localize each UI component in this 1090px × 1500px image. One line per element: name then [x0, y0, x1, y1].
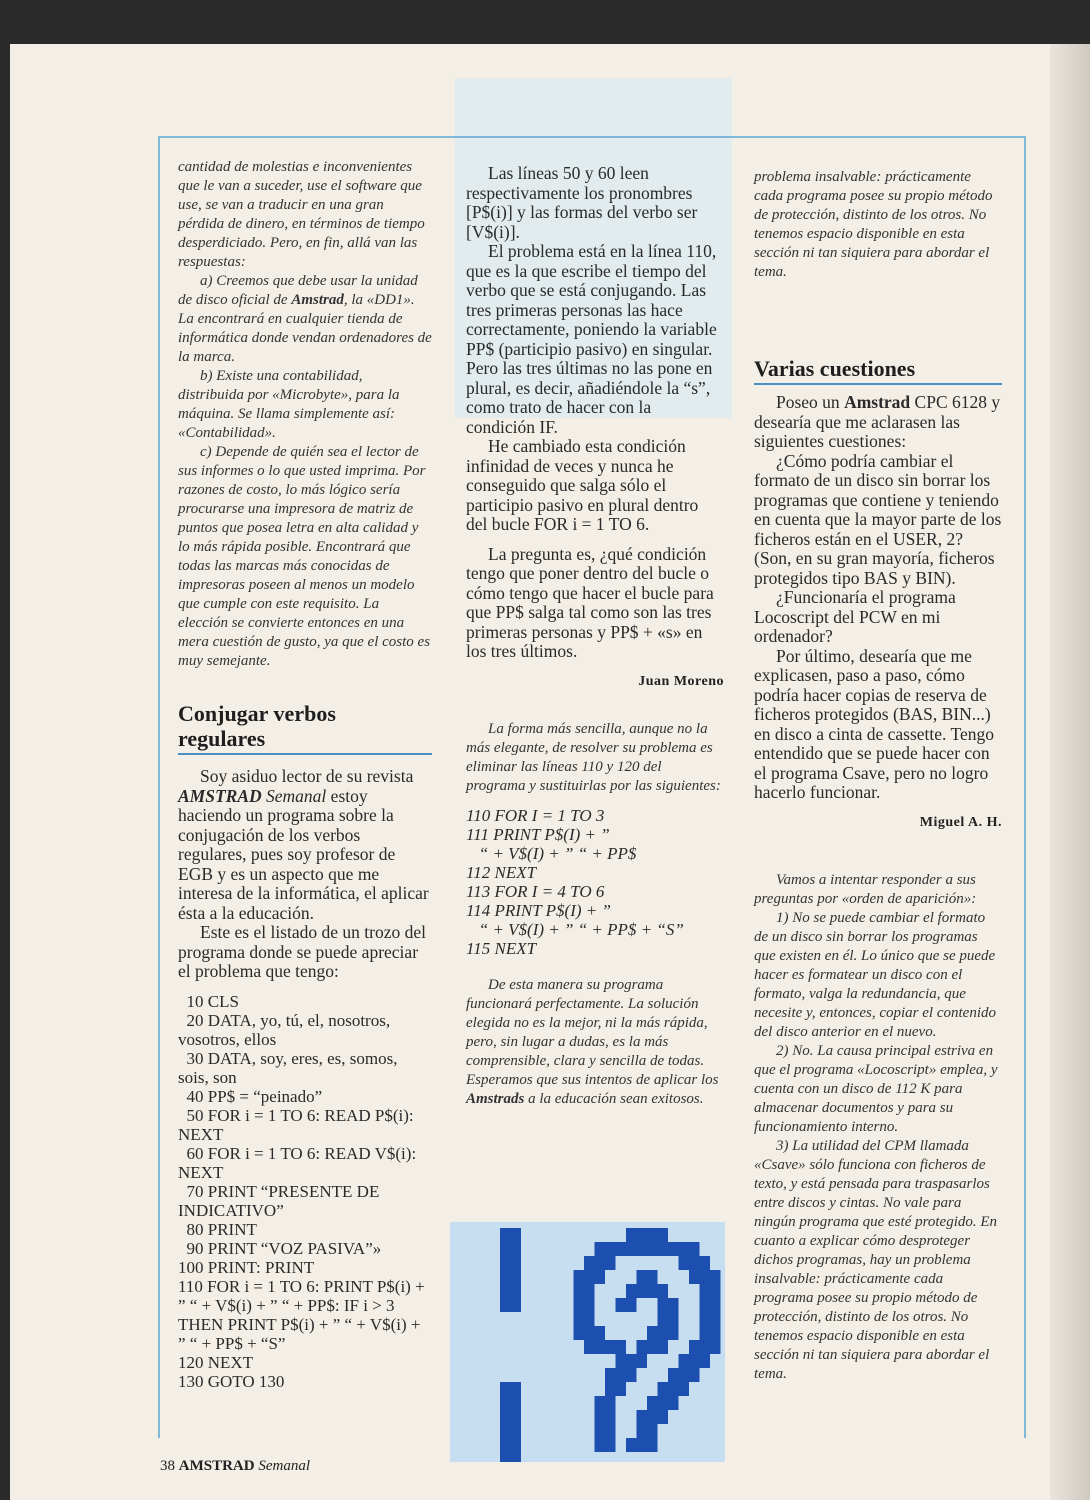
pixel-block [500, 1438, 511, 1452]
pixel-block [626, 1354, 637, 1368]
reply-2-text-end: a la educación sean exitosos. [524, 1090, 704, 1107]
listing-line: 120 NEXT [178, 1352, 254, 1372]
pixel-block [647, 1242, 658, 1256]
pixel-block [637, 1424, 648, 1438]
column-left [178, 158, 432, 1391]
previous-reply-end: problema insalvable: prácticamente cada programa posee su propio método de protección, distinto de los otros. No tenemos espacio disponible en esta sección ni tan siquiera para abordar el tema. [754, 169, 993, 280]
pixel-block [595, 1396, 606, 1410]
pixel-block [668, 1368, 679, 1382]
column-middle [466, 164, 724, 1109]
pixel-block [647, 1410, 658, 1424]
page-number: 38 [160, 1458, 175, 1474]
pixel-block [626, 1298, 637, 1312]
pixel-block [710, 1284, 721, 1298]
pixel-block [668, 1312, 679, 1326]
spacer [754, 803, 1002, 815]
pixel-block [679, 1368, 690, 1382]
pixel-block [689, 1368, 700, 1382]
listing-line: 110 FOR i = 1 TO 6: PRINT P$(i) + ” “ + V$(i) + ” “ + PP$: IF i > 3 THEN PRINT P$(i) + ” “ + V$(i) + ” “ + PP$ + “S” [178, 1276, 429, 1353]
pixel-block [647, 1228, 658, 1242]
pixel-block [689, 1354, 700, 1368]
letter-p1-brand: Amstrad [844, 392, 911, 412]
letter-paragraph-6: La pregunta es, ¿qué condición tengo que poner dentro del bucle o cómo tengo que hacer el bucle para que PP$ salga tal como son las tres primeras personas y PP$ + «s» en los tres últimos. [466, 543, 714, 661]
pixel-block [605, 1242, 616, 1256]
footer-magazine-sub: Semanal [258, 1458, 311, 1474]
reply-paragraph-2 [466, 976, 724, 1109]
pixel-block [511, 1424, 522, 1438]
pixel-block [658, 1326, 669, 1340]
pixel-block [679, 1256, 690, 1270]
pixel-block [700, 1270, 711, 1284]
letter-paragraph-4: Por último, desearía que me explicasen, paso a paso, cómo podría hacer copias de reserva de ficheros protegidos (BAS, BIN...) en disco a cinta de cassette. Tengo entendido que se puede hacer con el programa Csave, pero no logro hacerlo funcionar. [754, 645, 994, 802]
pixel-block [605, 1382, 616, 1396]
pixel-block [658, 1228, 669, 1242]
pixel-block [584, 1298, 595, 1312]
pixel-block [689, 1270, 700, 1284]
letter-paragraph-4: El problema está en la línea 110, que es la que escribe el tiempo del verbo que se está conjugando. Las tres primeras personas las hace correctamente, poniendo la variable PP$ (participio pasivo) en singular. Pero las tres últimas no las pone en plural, es decir, añadiéndole la “s”, como trato de hacer con la condición IF. [466, 241, 717, 437]
pixel-block [700, 1340, 711, 1354]
letter-p1-text-end: CPC 6128 y desearía que me aclarasen las siguientes cuestiones: [754, 392, 1001, 451]
heading-line-1: Conjugar verbos [178, 701, 336, 726]
section-heading-conjugar [178, 701, 432, 751]
reply-answer-1: 1) No se puede cambiar el formato de un disco sin borrar los programas que existen en él. Lo único que se puede hacer es formatear un disco con el formato, valga la redundancia, que necesite y, entonces, copiar el contenido del disco anterior en el nuevo. [754, 909, 996, 1040]
pixel-block [647, 1340, 658, 1354]
reply-answer-c: c) Depende de quién sea el lector de sus informes o lo que usted imprima. Por razones de costo, lo más lógico sería procurarse una impresora de matriz de puntos que posea letra en alta calidad y lo más rápida posible. Encontrará que todas las marcas más conocidas de impresoras poseen al menos un modelo que cumple con este requisito. La elección se convierte entonces en una mera cuestión de gusto, ya que el costo es muy semejante. [178, 444, 431, 669]
pixel-block [710, 1298, 721, 1312]
pixel-block [710, 1312, 721, 1326]
pixel-block [658, 1284, 669, 1298]
reply-answer-a [178, 272, 432, 367]
listing-line: 10 CLS [178, 991, 239, 1011]
pixel-block [595, 1438, 606, 1452]
code-line: 110 FOR I = 1 TO 3 [466, 805, 605, 825]
page-gutter-shadow [1050, 44, 1090, 1500]
letter-paragraph-3: Las líneas 50 y 60 leen respectivamente los pronombres [P$(i)] y las formas del verbo ser [V$(i)]. [466, 163, 698, 242]
question-mark-pixel-icon [450, 1222, 725, 1462]
pixel-block [584, 1270, 595, 1284]
reply-2-text: De esta manera su programa funcionará perfectamente. La solución elegida no es la mejor, ni la más rápida, pero, sin lugar a dudas, es la más comprensible, clara y sencilla de todas. Esperamos que sus intentos de aplicar los [466, 976, 719, 1088]
pixel-block [626, 1438, 637, 1452]
pixel-block [710, 1340, 721, 1354]
letter-paragraph-1 [754, 393, 1002, 452]
question-illustration [450, 1222, 725, 1462]
pixel-block [658, 1396, 669, 1410]
pixel-block [584, 1312, 595, 1326]
pixel-block [679, 1242, 690, 1256]
pixel-block [605, 1340, 616, 1354]
letter-p1-text: Poseo un [776, 392, 845, 412]
letter-paragraph-2: Este es el listado de un trozo del programa donde se puede apreciar el problema que tengo: [178, 922, 426, 981]
pixel-block [595, 1326, 606, 1340]
replacement-code [466, 806, 724, 958]
pixel-block [511, 1284, 522, 1298]
pixel-block [500, 1298, 511, 1312]
pixel-block [500, 1396, 511, 1410]
code-line: “ + V$(I) + ” “ + PP$ + “S” [466, 919, 684, 939]
pixel-block [668, 1242, 679, 1256]
code-line: 111 PRINT P$(I) + ” [466, 824, 610, 844]
pixel-block [668, 1326, 679, 1340]
pixel-block [616, 1242, 627, 1256]
pixel-block [605, 1424, 616, 1438]
pixel-block [511, 1270, 522, 1284]
pixel-block [700, 1284, 711, 1298]
pixel-block [637, 1410, 648, 1424]
pixel-block [637, 1242, 648, 1256]
pixel-block [500, 1270, 511, 1284]
magazine-name-sub: Semanal [261, 785, 327, 806]
letter-paragraph-3: ¿Funcionaría el programa Locoscript del PCW en mi ordenador? [754, 587, 956, 646]
letter-signature: Miguel A. H. [919, 814, 1002, 830]
pixel-block [637, 1270, 648, 1284]
pixel-block [511, 1228, 522, 1242]
pixel-block [637, 1438, 648, 1452]
pixel-block [710, 1270, 721, 1284]
column-right [754, 168, 1002, 1384]
pixel-block [679, 1382, 690, 1396]
pixel-block [637, 1284, 648, 1298]
pixel-block [616, 1354, 627, 1368]
pixel-block [637, 1340, 648, 1354]
listing-line: 30 DATA, soy, eres, es, somos, sois, son [178, 1048, 402, 1087]
listing-line: 100 PRINT: PRINT [178, 1257, 315, 1277]
pixel-block [500, 1256, 511, 1270]
pixel-block [637, 1228, 648, 1242]
pixel-block [511, 1242, 522, 1256]
pixel-block [616, 1298, 627, 1312]
pixel-block [647, 1438, 658, 1452]
pixel-block [626, 1368, 637, 1382]
pixel-block [700, 1312, 711, 1326]
pixel-block [616, 1368, 627, 1382]
pixel-block [584, 1340, 595, 1354]
pixel-block [658, 1382, 669, 1396]
pixel-block [689, 1340, 700, 1354]
pixel-block [605, 1396, 616, 1410]
spacer [178, 982, 432, 992]
basic-listing [178, 992, 432, 1391]
pixel-block [595, 1270, 606, 1284]
pixel-block [679, 1354, 690, 1368]
pixel-block [700, 1354, 711, 1368]
pixel-block [668, 1382, 679, 1396]
page-footer [160, 1458, 310, 1475]
pixel-block [511, 1298, 522, 1312]
pixel-block [605, 1438, 616, 1452]
pixel-block [584, 1284, 595, 1298]
listing-line: 60 FOR i = 1 TO 6: READ V$(i): NEXT [178, 1143, 421, 1182]
pixel-block [700, 1326, 711, 1340]
spacer [466, 662, 724, 674]
pixel-block [668, 1298, 679, 1312]
pixel-block [574, 1298, 585, 1312]
pixel-block [605, 1368, 616, 1382]
reply-intro: cantidad de molestias e inconvenientes que le van a suceder, use el software que use, se van a traducir en una gran pérdida de dinero, en términos de tiempo desperdiciado. Pero, en fin, allá van las respuestas: [178, 159, 425, 270]
listing-line: 20 DATA, yo, tú, el, nosotros, vosotros, ellos [178, 1010, 395, 1049]
reply-2-brand: Amstrads [466, 1090, 525, 1107]
letter-p1-text: Soy asiduo lector de su revista [200, 766, 414, 786]
listing-line: 40 PP$ = “peinado” [178, 1086, 323, 1106]
pixel-block [637, 1354, 648, 1368]
answer-a-text: a) Creemos que debe usar la unidad de disco oficial de [178, 273, 418, 308]
answer-a-text-end: , la «DD1». La encontrará en cualquier tienda de informática donde vendan ordenadores de la marca. [178, 292, 432, 365]
pixel-block [511, 1256, 522, 1270]
pixel-block [605, 1410, 616, 1424]
pixel-block [500, 1228, 511, 1242]
pixel-block [658, 1298, 669, 1312]
listing-line: 90 PRINT “VOZ PASIVA”» [178, 1238, 382, 1258]
pixel-block [574, 1312, 585, 1326]
pixel-block [700, 1256, 711, 1270]
pixel-block [595, 1340, 606, 1354]
spacer [466, 796, 724, 806]
pixel-block [647, 1396, 658, 1410]
reply-paragraph-1: La forma más sencilla, aunque no la más elegante, de resolver su problema es eliminar las líneas 110 y 120 del programa y sustituirlas por las siguientes: [466, 720, 721, 794]
pixel-block [616, 1340, 627, 1354]
pixel-block [511, 1438, 522, 1452]
pixel-block [626, 1242, 637, 1256]
pixel-block [511, 1452, 522, 1462]
code-line: 115 NEXT [466, 938, 537, 958]
section-heading-varias: Varias cuestiones [754, 356, 916, 381]
pixel-block [658, 1340, 669, 1354]
pixel-block [511, 1382, 522, 1396]
spacer [466, 958, 724, 976]
pixel-block [500, 1382, 511, 1396]
reply-answer-b: b) Existe una contabilidad, distribuida por «Microbyte», para la máquina. Se llama simplemente así: «Contabilidad». [178, 368, 400, 441]
pixel-block [689, 1242, 700, 1256]
pixel-block [710, 1326, 721, 1340]
listing-line: 80 PRINT [178, 1219, 257, 1239]
pixel-block [605, 1256, 616, 1270]
spacer [466, 690, 724, 720]
letter-paragraph-5: He cambiado esta condición infinidad de veces y nunca he conseguido que salga sólo el participio pasivo en plural dentro del bucle FOR i = 1 TO 6. [466, 436, 699, 534]
pixel-block [616, 1382, 627, 1396]
pixel-block [647, 1284, 658, 1298]
pixel-block [511, 1396, 522, 1410]
letter-signature: Juan Moreno [638, 673, 724, 689]
pixel-block [500, 1424, 511, 1438]
reply-answer-3: 3) La utilidad del CPM llamada «Csave» sólo funciona con ficheros de texto, y está pensada para traspasarlos entre discos y cintas. No vale para ningún programa que esté protegido. En cuanto a explicar cómo desproteger dichos programas, hay un problema insalvable: prácticamente cada programa posee su propio método de protección, distinto de los otros. No tenemos espacio disponible en esta sección ni tan siquiera para abordar el tema. [754, 1137, 998, 1382]
pixel-block [511, 1410, 522, 1424]
pixel-block [574, 1326, 585, 1340]
listing-line: 130 GOTO 130 [178, 1371, 285, 1391]
answer-a-brand: Amstrad [291, 292, 344, 308]
listing-line: 70 PRINT “PRESENTE DE INDICATIVO” [178, 1181, 384, 1220]
listing-line: 50 FOR i = 1 TO 6: READ P$(i): NEXT [178, 1105, 418, 1144]
heading-line-2: regulares [178, 726, 266, 751]
spacer [466, 535, 724, 545]
pixel-block [500, 1410, 511, 1424]
pixel-block [626, 1228, 637, 1242]
pixel-block [574, 1270, 585, 1284]
code-line: 113 FOR I = 4 TO 6 [466, 881, 605, 901]
pixel-block [500, 1284, 511, 1298]
pixel-block [595, 1424, 606, 1438]
pixel-block [647, 1424, 658, 1438]
pixel-block [574, 1284, 585, 1298]
pixel-block [668, 1396, 679, 1410]
code-line: 114 PRINT P$(I) + ” [466, 900, 611, 920]
pixel-block [658, 1410, 669, 1424]
reply-intro: Vamos a intentar responder a sus preguntas por «orden de aparición»: [754, 871, 977, 907]
pixel-block [647, 1270, 658, 1284]
letter-p1-text-end: estoy haciendo un programa sobre la conjugación de los verbos regulares, pues soy profesor de EGB y es un aspecto que me interesa de la informática, el aplicar ésta a la educación. [178, 785, 429, 923]
heading-rule [754, 383, 1002, 385]
heading-rule [178, 753, 432, 755]
letter-paragraph-1 [178, 767, 432, 923]
pixel-block [658, 1242, 669, 1256]
spacer [754, 282, 1002, 356]
pixel-block [595, 1242, 606, 1256]
footer-magazine: AMSTRAD [178, 1458, 255, 1474]
pixel-block [689, 1256, 700, 1270]
pixel-block [500, 1242, 511, 1256]
code-line: 112 NEXT [466, 862, 537, 882]
magazine-name: AMSTRAD [178, 785, 262, 806]
pixel-block [584, 1326, 595, 1340]
reply-answer-2: 2) No. La causa principal estriva en que el programa «Locoscript» emplea, y cuenta con un disco de 112 K para almacenar documentos y para su funcionamiento interno. [754, 1042, 998, 1135]
pixel-block [595, 1410, 606, 1424]
spacer [178, 671, 432, 701]
pixel-block [647, 1326, 658, 1340]
letter-paragraph-2: ¿Cómo podría cambiar el formato de un disco sin borrar los programas que contiene y teniendo en cuenta que la mayor parte de los ficheros están en el USER, 2? (Son, en su gran mayoría, ficheros protegidos tipo BAS y BIN). [754, 450, 1002, 588]
pixel-block [595, 1256, 606, 1270]
pixel-block [584, 1256, 595, 1270]
pixel-block [700, 1298, 711, 1312]
spacer [754, 831, 1002, 871]
code-line: “ + V$(I) + ” “ + PP$ [466, 843, 637, 863]
pixel-block [658, 1312, 669, 1326]
pixel-block [626, 1284, 637, 1298]
pixel-block [500, 1452, 511, 1462]
